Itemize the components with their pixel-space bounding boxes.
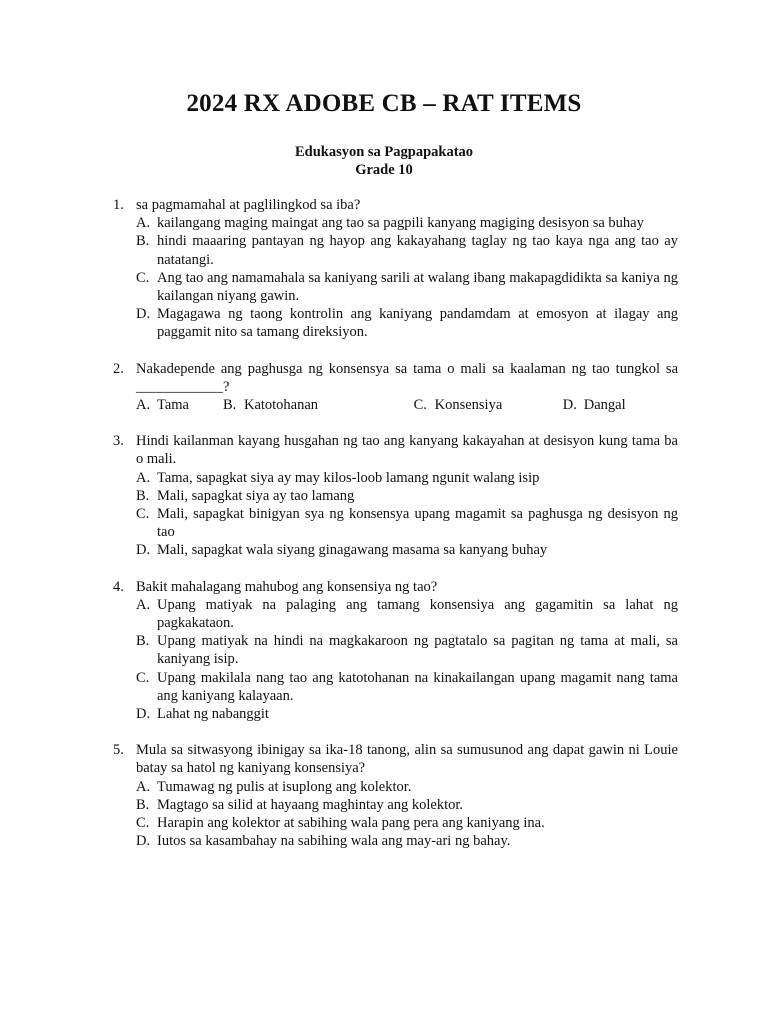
question-4 bbox=[113, 578, 678, 724]
option-c bbox=[136, 505, 678, 541]
option-d bbox=[136, 305, 678, 341]
option-letter: A. bbox=[136, 397, 151, 414]
option-letter: C. bbox=[136, 815, 150, 832]
option-letter: A. bbox=[136, 215, 151, 232]
question-number: 5. bbox=[113, 742, 124, 759]
option-letter: C. bbox=[136, 669, 150, 686]
option-letter: B. bbox=[136, 796, 150, 813]
option-text: Mali, sapagkat wala siyang ginagawang masama sa kanyang buhay bbox=[157, 542, 548, 559]
option-b bbox=[136, 796, 678, 814]
option-a bbox=[136, 214, 678, 232]
option-letter: D. bbox=[136, 833, 151, 850]
option-text: Iutos sa kasambahay na sabihing wala ang may-ari ng bahay. bbox=[157, 833, 511, 850]
option-text: kailangang maging maingat ang tao sa pagpili kanyang magiging desisyon sa buhay bbox=[157, 215, 644, 232]
question-text: Bakit mahalagang mahubog ang konsensiya ng tao? bbox=[136, 578, 438, 595]
option-text: Upang makilala nang tao ang katotohanan na kinakailangan upang magamit nang tama ang kaniyang kalayaan. bbox=[157, 669, 678, 704]
option-list bbox=[136, 469, 678, 560]
option-list bbox=[136, 596, 678, 723]
option-text: Mali, sapagkat binigyan sya ng konsensya upang magamit sa paghusga ng desisyon ng tao bbox=[157, 506, 678, 541]
option-text: Tumawag ng pulis at isuplong ang kolektor. bbox=[157, 778, 412, 795]
option-letter: C. bbox=[136, 269, 150, 286]
option-b bbox=[136, 232, 678, 268]
option-c bbox=[136, 814, 678, 832]
option-a bbox=[136, 596, 678, 632]
question-1 bbox=[113, 196, 678, 342]
option-letter: A. bbox=[136, 469, 151, 486]
option-letter: C. bbox=[413, 397, 427, 414]
question-3 bbox=[113, 432, 678, 559]
question-number: 1. bbox=[113, 197, 124, 213]
option-text: Magagawa ng taong kontrolin ang kaniyang pandamdam at emosyon at ilagay ang paggamit nito sa tamang direksiyon. bbox=[157, 306, 678, 341]
question-number: 3. bbox=[113, 433, 124, 450]
option-b bbox=[136, 632, 678, 668]
question-text: Hindi kailanman kayang husgahan ng tao ang kanyang kakayahan at desisyon kung tama ba o mali. bbox=[136, 433, 678, 468]
option-letter: B. bbox=[136, 487, 150, 504]
option-letter: C. bbox=[136, 506, 150, 523]
option-b bbox=[136, 487, 678, 505]
option-d bbox=[563, 396, 678, 414]
option-text: Harapin ang kolektor at sabihing wala pang pera ang kaniyang ina. bbox=[157, 815, 545, 832]
option-a bbox=[136, 469, 678, 487]
option-text: Dangal bbox=[583, 397, 626, 414]
option-text: Upang matiyak na palaging ang tamang konsensiya ang gagamitin sa lahat ng pagkakataon. bbox=[157, 596, 678, 632]
question-text: Mula sa sitwasyong ibinigay sa ika-18 tanong, alin sa sumusunod ang dapat gawin ni Louie batay sa hatol ng kaniyang konsensiya? bbox=[136, 742, 678, 777]
option-b bbox=[223, 396, 414, 414]
question-text: Nakadepende ang paghusga ng konsensya sa tama o mali sa kaalaman ng tao tungkol sa ____________? bbox=[136, 360, 678, 395]
option-a bbox=[136, 396, 223, 414]
option-text: Katotohanan bbox=[243, 397, 319, 414]
option-c bbox=[136, 269, 678, 305]
option-letter: D. bbox=[562, 397, 577, 414]
question-5 bbox=[113, 741, 678, 850]
option-text: Konsensiya bbox=[434, 397, 503, 414]
option-row bbox=[113, 396, 678, 414]
option-letter: D. bbox=[136, 542, 151, 559]
question-list bbox=[0, 196, 768, 851]
option-text: Lahat ng nabanggit bbox=[157, 706, 269, 723]
subject-heading: Edukasyon sa Pagpapakatao bbox=[294, 144, 474, 160]
grade-heading: Grade 10 bbox=[355, 162, 413, 178]
option-d bbox=[136, 705, 678, 723]
option-text: Tama, sapagkat siya ay may kilos-loob lamang ngunit walang isip bbox=[157, 469, 540, 486]
option-letter: A. bbox=[136, 778, 151, 795]
question-number: 2. bbox=[113, 360, 124, 377]
option-text: Magtago sa silid at hayaang maghintay ang kolektor. bbox=[157, 796, 464, 813]
question-2 bbox=[113, 360, 678, 415]
document-title: 2024 RX ADOBE CB – RAT ITEMS bbox=[186, 90, 582, 117]
option-d bbox=[136, 832, 678, 850]
option-text: Mali, sapagkat siya ay tao lamang bbox=[157, 487, 355, 504]
option-letter: B. bbox=[136, 633, 150, 650]
option-text: Tama bbox=[157, 397, 189, 414]
option-d bbox=[136, 541, 678, 559]
option-letter: B. bbox=[222, 397, 237, 414]
option-list bbox=[136, 214, 678, 341]
option-list bbox=[136, 778, 678, 851]
question-number: 4. bbox=[113, 578, 124, 595]
question-text: sa pagmamahal at paglilingkod sa iba? bbox=[136, 197, 361, 213]
option-a bbox=[136, 778, 678, 796]
option-letter: D. bbox=[136, 706, 151, 723]
option-text: hindi maaaring pantayan ng hayop ang kakayahang taglay ng tao kaya nga ang tao ay natatangi. bbox=[157, 233, 678, 268]
option-text: Upang matiyak na hindi na magkakaroon ng pagtatalo sa pagitan ng tama at mali, sa kaniyang isip. bbox=[157, 633, 678, 668]
option-c bbox=[414, 396, 563, 414]
option-text: Ang tao ang namamahala sa kaniyang sarili at walang ibang makapagdidikta sa kaniya ng kailangan niyang gawin. bbox=[157, 269, 678, 305]
option-c bbox=[136, 669, 678, 705]
option-letter: B. bbox=[136, 233, 150, 250]
option-letter: D. bbox=[136, 306, 151, 323]
option-letter: A. bbox=[136, 596, 151, 613]
